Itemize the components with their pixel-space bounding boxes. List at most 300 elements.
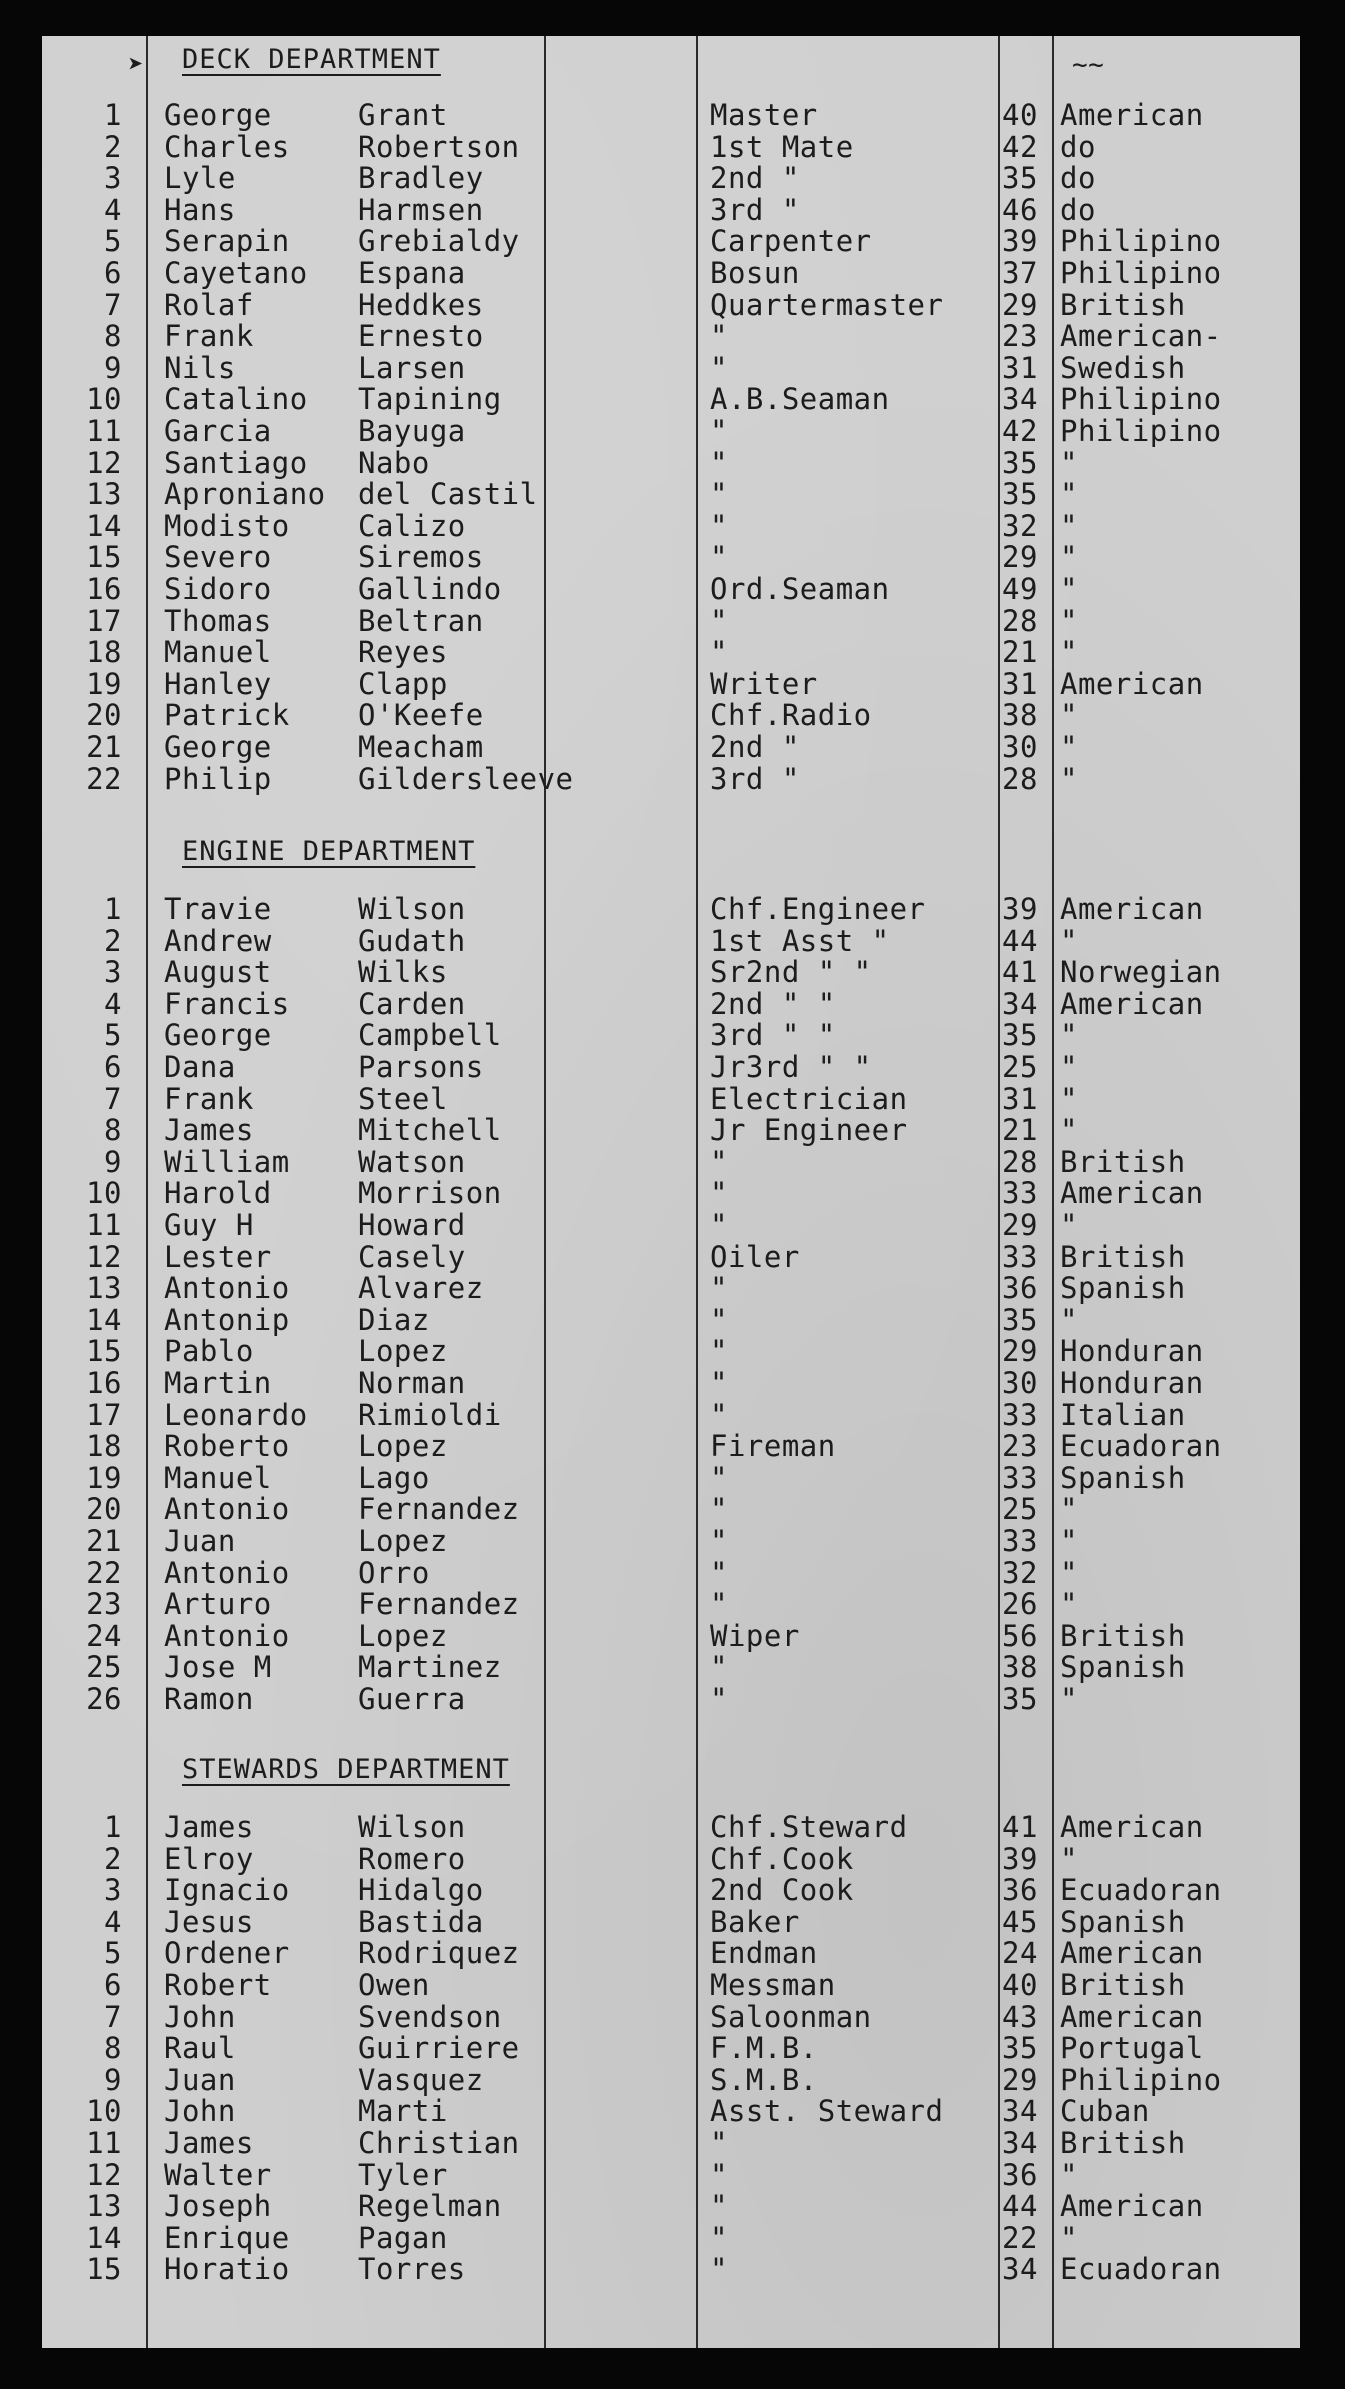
left-corner-mark: ➤: [128, 50, 145, 80]
first-name: Francis: [164, 986, 290, 1021]
crew-row: [42, 1303, 1300, 1335]
crew-row: [42, 224, 1300, 259]
age: 38: [1002, 698, 1038, 733]
rank: Chf.Cook: [710, 1841, 854, 1876]
crew-number: 26: [86, 1682, 122, 1716]
crew-number: 7: [104, 287, 122, 322]
age: 44: [1002, 2189, 1038, 2224]
nationality: Norwegian: [1060, 955, 1222, 990]
rank: ": [710, 1334, 728, 1369]
rank: 3rd ": [710, 192, 800, 227]
crew-number: 11: [86, 1208, 122, 1242]
first-name: Dana: [164, 1050, 236, 1084]
nationality: ": [1060, 1302, 1078, 1337]
nationality: American: [1060, 986, 1204, 1021]
nationality: Philipino: [1060, 256, 1222, 290]
nationality: Spanish: [1060, 1271, 1186, 1306]
last-name: Wilson: [358, 892, 466, 926]
first-name: James: [164, 1810, 254, 1844]
age: 33: [1002, 1397, 1038, 1432]
rank: Chf.Radio: [710, 698, 872, 733]
nationality: American: [1060, 1176, 1204, 1211]
rank: Endman: [710, 1936, 818, 1971]
age: 29: [1002, 1334, 1038, 1369]
first-name: Antonip: [164, 1302, 290, 1337]
crew-number: 6: [104, 1968, 122, 2002]
nationality: British: [1060, 1618, 1186, 1653]
first-name: George: [164, 730, 272, 764]
nationality: Philipino: [1060, 2062, 1222, 2097]
first-name: Frank: [164, 1081, 254, 1116]
crew-row: [42, 161, 1300, 196]
nationality: do: [1060, 129, 1096, 164]
crew-row: [42, 1366, 1300, 1398]
nationality: Portugal: [1060, 2031, 1204, 2066]
age: 30: [1002, 1366, 1038, 1400]
last-name: Owen: [358, 1968, 430, 2002]
crew-number: 9: [104, 2062, 122, 2097]
crew-row: [42, 1650, 1300, 1685]
first-name: Aproniano: [164, 477, 326, 512]
first-name: Leonardo: [164, 1397, 308, 1432]
crew-row: [42, 1050, 1300, 1082]
nationality: American: [1060, 2189, 1204, 2224]
crew-number: 7: [104, 1999, 122, 2034]
rank: Sr2nd " ": [710, 955, 872, 990]
last-name: Watson: [358, 1144, 466, 1179]
crew-number: 1: [104, 98, 122, 132]
nationality: British: [1060, 1239, 1186, 1274]
rank: 2nd ": [710, 161, 800, 196]
last-name: Orro: [358, 1555, 430, 1590]
crew-number: 3: [104, 1873, 122, 1908]
first-name: Charles: [164, 129, 290, 164]
crew-number: 16: [86, 1366, 122, 1400]
last-name: Rodriquez: [358, 1936, 520, 1971]
nationality: do: [1060, 161, 1096, 196]
first-name: Antonio: [164, 1618, 290, 1653]
crew-number: 9: [104, 350, 122, 385]
crew-row: [42, 2221, 1300, 2253]
nationality: Ecuadoran: [1060, 1873, 1222, 1908]
first-name: Robert: [164, 1968, 272, 2002]
rank: ": [710, 350, 728, 385]
age: 40: [1002, 1968, 1038, 2002]
rank: Quartermaster: [710, 287, 944, 322]
nationality: Spanish: [1060, 1904, 1186, 1939]
age: 38: [1002, 1650, 1038, 1685]
nationality: ": [1060, 2157, 1078, 2192]
crew-number: 17: [86, 603, 122, 638]
nationality: American: [1060, 98, 1204, 132]
crew-row: [42, 2126, 1300, 2158]
crew-row: [42, 1905, 1300, 1937]
crew-number: 19: [86, 666, 122, 701]
age: 39: [1002, 1841, 1038, 1876]
crew-row: [42, 477, 1300, 512]
rank: Carpenter: [710, 224, 872, 259]
crew-row: [42, 288, 1300, 320]
crew-number: 1: [104, 892, 122, 926]
age: 43: [1002, 1999, 1038, 2034]
first-name: Enrique: [164, 2220, 290, 2255]
crew-row: [42, 509, 1300, 541]
last-name: Pagan: [358, 2220, 448, 2255]
crew-row: [42, 1492, 1300, 1527]
age: 40: [1002, 98, 1038, 132]
first-name: Nils: [164, 350, 236, 385]
age: 33: [1002, 1239, 1038, 1274]
age: 42: [1002, 129, 1038, 164]
rank: Fireman: [710, 1429, 836, 1464]
last-name: Meacham: [358, 730, 484, 764]
nationality: ": [1060, 1492, 1078, 1527]
crew-number: 23: [86, 1587, 122, 1622]
first-name: Antonio: [164, 1555, 290, 1590]
age: 35: [1002, 445, 1038, 480]
last-name: Harmsen: [358, 192, 484, 227]
first-name: Manuel: [164, 635, 272, 670]
last-name: Rimioldi: [358, 1397, 502, 1432]
crew-number: 16: [86, 572, 122, 606]
last-name: Gildersleeve: [358, 761, 574, 796]
crew-row: [42, 1524, 1300, 1556]
age: 35: [1002, 477, 1038, 512]
crew-row: [42, 351, 1300, 383]
crew-row: [42, 924, 1300, 956]
crew-row: [42, 446, 1300, 478]
crew-number: 15: [86, 2252, 122, 2287]
nationality: ": [1060, 572, 1078, 606]
crew-row: [42, 955, 1300, 990]
rank: 2nd " ": [710, 986, 836, 1021]
crew-row: [42, 1398, 1300, 1430]
first-name: George: [164, 98, 272, 132]
last-name: O'Keefe: [358, 698, 484, 733]
crew-row: [42, 1682, 1300, 1714]
last-name: Norman: [358, 1366, 466, 1400]
crew-number: 1: [104, 1810, 122, 1844]
last-name: Bastida: [358, 1904, 484, 1939]
crew-row: [42, 2094, 1300, 2129]
last-name: Nabo: [358, 445, 430, 480]
crew-row: [42, 2189, 1300, 2224]
last-name: Tapining: [358, 382, 502, 417]
rank: Electrician: [710, 1081, 908, 1116]
department-header: [42, 1746, 1300, 1812]
first-name: August: [164, 955, 272, 990]
last-name: Robertson: [358, 129, 520, 164]
crew-number: 14: [86, 508, 122, 543]
first-name: Antonio: [164, 1492, 290, 1527]
crew-number: 10: [86, 382, 122, 417]
rank: ": [710, 1176, 728, 1211]
age: 25: [1002, 1050, 1038, 1084]
first-name: George: [164, 1018, 272, 1053]
right-corner-mark: ~~: [1072, 50, 1105, 80]
department-title: STEWARDS DEPARTMENT: [182, 1754, 510, 1785]
age: 21: [1002, 1113, 1038, 1148]
crew-row: [42, 635, 1300, 670]
rank: Ord.Seaman: [710, 572, 890, 606]
department-header: [42, 828, 1300, 894]
first-name: Lyle: [164, 161, 236, 196]
crew-number: 3: [104, 161, 122, 196]
rank: ": [710, 2126, 728, 2160]
rank: ": [710, 2189, 728, 2224]
rank: 2nd Cook: [710, 1873, 854, 1908]
nationality: British: [1060, 287, 1186, 322]
nationality: British: [1060, 1968, 1186, 2002]
first-name: Hanley: [164, 666, 272, 701]
crew-row: [42, 1018, 1300, 1053]
age: 34: [1002, 2252, 1038, 2287]
first-name: Manuel: [164, 1460, 272, 1495]
first-name: Sidoro: [164, 572, 272, 606]
first-name: James: [164, 1113, 254, 1148]
last-name: Wilson: [358, 1810, 466, 1844]
crew-number: 3: [104, 955, 122, 990]
rank: ": [710, 1144, 728, 1179]
rank: ": [710, 1208, 728, 1242]
crew-number: 24: [86, 1618, 122, 1653]
first-name: Harold: [164, 1176, 272, 1211]
age: 29: [1002, 1208, 1038, 1242]
last-name: Wilks: [358, 955, 448, 990]
rank: 3rd " ": [710, 1018, 836, 1053]
first-name: Walter: [164, 2157, 272, 2192]
rank: ": [710, 1397, 728, 1432]
nationality: ": [1060, 1555, 1078, 1590]
crew-number: 21: [86, 730, 122, 764]
crew-number: 20: [86, 1492, 122, 1527]
crew-number: 21: [86, 1524, 122, 1558]
first-name: Roberto: [164, 1429, 290, 1464]
rank: 2nd ": [710, 730, 800, 764]
crew-number: 12: [86, 445, 122, 480]
last-name: Bayuga: [358, 414, 466, 448]
nationality: ": [1060, 508, 1078, 543]
crew-number: 2: [104, 1841, 122, 1876]
age: 36: [1002, 2157, 1038, 2192]
age: 29: [1002, 287, 1038, 322]
crew-number: 25: [86, 1650, 122, 1685]
last-name: Lopez: [358, 1334, 448, 1369]
crew-row: [42, 1842, 1300, 1874]
crew-row: [42, 1556, 1300, 1588]
last-name: Casely: [358, 1239, 466, 1274]
crew-row: [42, 1145, 1300, 1177]
age: 23: [1002, 1429, 1038, 1464]
first-name: John: [164, 1999, 236, 2034]
crew-number: 4: [104, 192, 122, 227]
last-name: Gallindo: [358, 572, 502, 606]
crew-number: 15: [86, 1334, 122, 1369]
first-name: Frank: [164, 319, 254, 354]
department-header: [42, 36, 1300, 102]
crew-row: [42, 414, 1300, 446]
age: 39: [1002, 892, 1038, 926]
last-name: Vasquez: [358, 2062, 484, 2097]
age: 28: [1002, 603, 1038, 638]
last-name: Carden: [358, 986, 466, 1021]
nationality: ": [1060, 730, 1078, 764]
crew-number: 7: [104, 1081, 122, 1116]
first-name: John: [164, 2094, 236, 2129]
first-name: James: [164, 2126, 254, 2160]
nationality: ": [1060, 635, 1078, 670]
nationality: American: [1060, 1810, 1204, 1844]
rank: ": [710, 1366, 728, 1400]
department-title: ENGINE DEPARTMENT: [182, 836, 476, 867]
nationality: ": [1060, 1524, 1078, 1558]
age: 31: [1002, 666, 1038, 701]
rank: 1st Asst ": [710, 923, 890, 958]
crew-number: 2: [104, 923, 122, 958]
last-name: Tyler: [358, 2157, 448, 2192]
crew-number: 8: [104, 2031, 122, 2066]
last-name: Clapp: [358, 666, 448, 701]
last-name: Morrison: [358, 1176, 502, 1211]
first-name: Severo: [164, 540, 272, 575]
last-name: Lago: [358, 1460, 430, 1495]
last-name: Romero: [358, 1841, 466, 1876]
nationality: Cuban: [1060, 2094, 1150, 2129]
last-name: Martinez: [358, 1650, 502, 1685]
crew-row: [42, 1208, 1300, 1240]
crew-row: [42, 572, 1300, 604]
last-name: Howard: [358, 1208, 466, 1242]
rank: F.M.B.: [710, 2031, 818, 2066]
crew-row: [42, 892, 1300, 924]
crew-row: [42, 1082, 1300, 1114]
nationality: ": [1060, 1081, 1078, 1116]
crew-number: 13: [86, 477, 122, 512]
nationality: Swedish: [1060, 350, 1186, 385]
crew-row: [42, 1176, 1300, 1211]
crew-row: [42, 762, 1300, 794]
rank: Chf.Engineer: [710, 892, 926, 926]
department-title: DECK DEPARTMENT: [182, 44, 441, 75]
last-name: Reyes: [358, 635, 448, 670]
age: 42: [1002, 414, 1038, 448]
crew-row: [42, 1429, 1300, 1464]
rank: ": [710, 1460, 728, 1495]
crew-number: 9: [104, 1144, 122, 1179]
last-name: Steel: [358, 1081, 448, 1116]
nationality: Spanish: [1060, 1460, 1186, 1495]
crew-number: 2: [104, 129, 122, 164]
crew-row: [42, 2000, 1300, 2032]
crew-row: [42, 698, 1300, 733]
last-name: Marti: [358, 2094, 448, 2129]
nationality: Honduran: [1060, 1366, 1204, 1400]
crew-row: [42, 1587, 1300, 1622]
rank: ": [710, 445, 728, 480]
crew-number: 13: [86, 1271, 122, 1306]
age: 32: [1002, 508, 1038, 543]
rank: Baker: [710, 1904, 800, 1939]
age: 35: [1002, 2031, 1038, 2066]
last-name: Heddkes: [358, 287, 484, 322]
last-name: Lopez: [358, 1429, 448, 1464]
nationality: ": [1060, 540, 1078, 575]
crew-row: [42, 1240, 1300, 1272]
rank: ": [710, 540, 728, 575]
nationality: ": [1060, 923, 1078, 958]
age: 36: [1002, 1873, 1038, 1908]
crew-number: 22: [86, 761, 122, 796]
nationality: Philipino: [1060, 224, 1222, 259]
crew-number: 12: [86, 1239, 122, 1274]
rank: ": [710, 1682, 728, 1716]
rank: ": [710, 635, 728, 670]
age: 33: [1002, 1176, 1038, 1211]
crew-row: [42, 1461, 1300, 1493]
last-name: Calizo: [358, 508, 466, 543]
last-name: Siremos: [358, 540, 484, 575]
last-name: Lopez: [358, 1524, 448, 1558]
crew-row: [42, 1271, 1300, 1306]
nationality: British: [1060, 1144, 1186, 1179]
crew-row: [42, 1810, 1300, 1842]
last-name: Beltran: [358, 603, 484, 638]
age: 25: [1002, 1492, 1038, 1527]
last-name: Guerra: [358, 1682, 466, 1716]
nationality: ": [1060, 1682, 1078, 1716]
crew-number: 6: [104, 1050, 122, 1084]
nationality: ": [1060, 1208, 1078, 1242]
nationality: ": [1060, 761, 1078, 796]
crew-row: [42, 730, 1300, 762]
nationality: ": [1060, 1587, 1078, 1622]
crew-number: 18: [86, 635, 122, 670]
nationality: American: [1060, 1936, 1204, 1971]
last-name: Lopez: [358, 1618, 448, 1653]
crew-number: 6: [104, 256, 122, 290]
rank: ": [710, 1271, 728, 1306]
first-name: Raul: [164, 2031, 236, 2066]
first-name: William: [164, 1144, 290, 1179]
crew-row: [42, 2252, 1300, 2287]
last-name: Parsons: [358, 1050, 484, 1084]
rank: Chf.Steward: [710, 1810, 908, 1844]
last-name: Regelman: [358, 2189, 502, 2224]
rank: Writer: [710, 666, 818, 701]
crew-number: 10: [86, 2094, 122, 2129]
rank: ": [710, 414, 728, 448]
crew-row: [42, 667, 1300, 699]
crew-row: [42, 319, 1300, 354]
nationality: Honduran: [1060, 1334, 1204, 1369]
age: 37: [1002, 256, 1038, 290]
last-name: Christian: [358, 2126, 520, 2160]
crew-number: 8: [104, 319, 122, 354]
age: 34: [1002, 382, 1038, 417]
rank: ": [710, 2157, 728, 2192]
nationality: Spanish: [1060, 1650, 1186, 1685]
nationality: Ecuadoran: [1060, 1429, 1222, 1464]
first-name: Guy H: [164, 1208, 254, 1242]
rank: Messman: [710, 1968, 836, 2002]
crew-number: 12: [86, 2157, 122, 2192]
age: 34: [1002, 2094, 1038, 2129]
age: 21: [1002, 635, 1038, 670]
first-name: Rolaf: [164, 287, 254, 322]
nationality: ": [1060, 445, 1078, 480]
first-name: Jesus: [164, 1904, 254, 1939]
crew-row: [42, 1619, 1300, 1651]
